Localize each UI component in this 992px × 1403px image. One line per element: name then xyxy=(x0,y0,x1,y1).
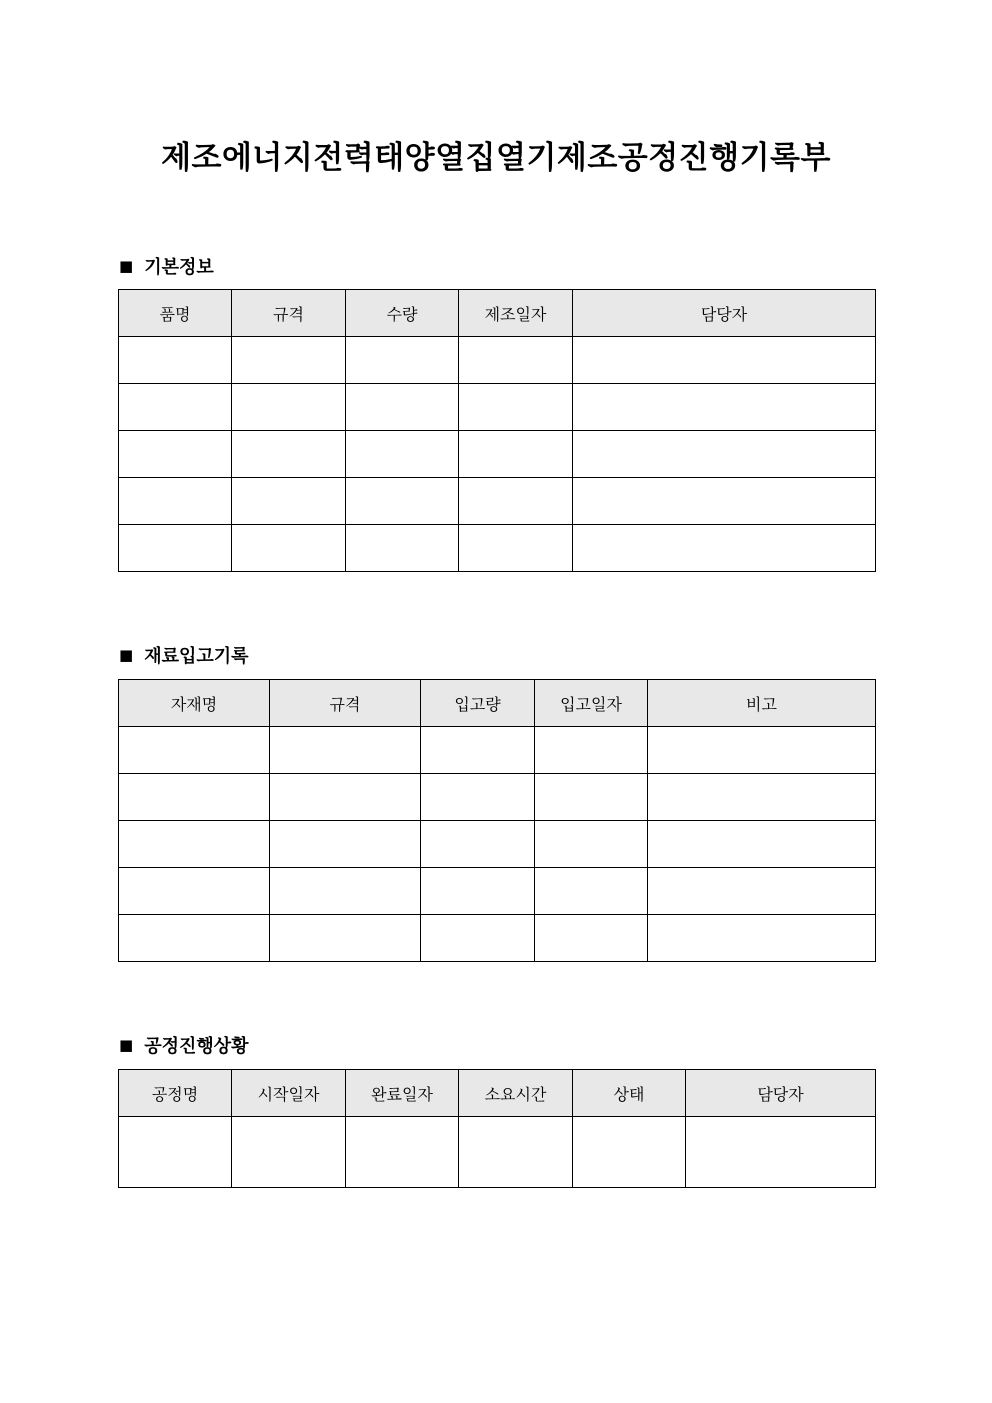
table-cell[interactable] xyxy=(421,915,535,962)
table-cell[interactable] xyxy=(648,774,876,821)
header-row xyxy=(119,680,876,727)
table-cell[interactable] xyxy=(573,431,876,478)
table-cell[interactable] xyxy=(119,774,270,821)
table-cell[interactable] xyxy=(270,774,421,821)
table-row xyxy=(119,915,876,962)
square-bullet-icon: ■ xyxy=(119,257,134,275)
table-cell[interactable] xyxy=(270,915,421,962)
table-cell[interactable] xyxy=(535,727,648,774)
square-bullet-icon: ■ xyxy=(119,1036,134,1054)
table-cell[interactable] xyxy=(232,478,346,525)
section-heading-label: 재료입고기록 xyxy=(144,646,249,667)
table-cell[interactable] xyxy=(535,821,648,868)
table-cell[interactable] xyxy=(346,478,459,525)
table-cell[interactable] xyxy=(119,525,232,572)
table-cell[interactable] xyxy=(119,868,270,915)
table-cell[interactable] xyxy=(686,1117,876,1188)
table-cell[interactable] xyxy=(232,1117,346,1188)
table-cell[interactable] xyxy=(648,727,876,774)
table-cell[interactable] xyxy=(119,337,232,384)
section-heading-material-receipt xyxy=(119,642,249,668)
table-cell[interactable] xyxy=(648,915,876,962)
table-cell[interactable] xyxy=(346,337,459,384)
table-cell[interactable] xyxy=(573,1117,686,1188)
table-row xyxy=(119,478,876,525)
table-cell[interactable] xyxy=(459,337,573,384)
table-cell[interactable] xyxy=(119,384,232,431)
column-header: 공정명 xyxy=(119,1070,232,1117)
column-header: 자재명 xyxy=(119,680,270,727)
document-title: 제조에너지전력태양열집열기제조공정진행기록부 xyxy=(161,140,831,176)
table-cell[interactable] xyxy=(459,1117,573,1188)
column-header: 완료일자 xyxy=(346,1070,459,1117)
column-header: 입고량 xyxy=(421,680,535,727)
table-cell[interactable] xyxy=(535,774,648,821)
column-header: 제조일자 xyxy=(459,290,573,337)
section-heading-label: 기본정보 xyxy=(144,257,214,278)
process-status-table xyxy=(118,1069,876,1188)
section-heading-label: 공정진행상황 xyxy=(144,1036,249,1057)
section-heading-basic-info xyxy=(119,253,214,279)
table-row xyxy=(119,525,876,572)
column-header: 입고일자 xyxy=(535,680,648,727)
basic-info-table xyxy=(118,289,876,572)
table-row xyxy=(119,868,876,915)
table-cell[interactable] xyxy=(232,431,346,478)
column-header: 소요시간 xyxy=(459,1070,573,1117)
table-cell[interactable] xyxy=(119,431,232,478)
column-header: 수량 xyxy=(346,290,459,337)
table-cell[interactable] xyxy=(535,915,648,962)
table-cell[interactable] xyxy=(119,915,270,962)
table-row xyxy=(119,1117,876,1188)
column-header: 담당자 xyxy=(573,290,876,337)
header-row xyxy=(119,290,876,337)
table-cell[interactable] xyxy=(459,478,573,525)
table-row xyxy=(119,774,876,821)
table-cell[interactable] xyxy=(459,384,573,431)
table-row xyxy=(119,727,876,774)
column-header: 규격 xyxy=(232,290,346,337)
table-cell[interactable] xyxy=(119,1117,232,1188)
column-header: 상태 xyxy=(573,1070,686,1117)
table-cell[interactable] xyxy=(232,384,346,431)
column-header: 비고 xyxy=(648,680,876,727)
column-header: 품명 xyxy=(119,290,232,337)
table-row xyxy=(119,821,876,868)
table-cell[interactable] xyxy=(421,821,535,868)
table-cell[interactable] xyxy=(421,868,535,915)
table-cell[interactable] xyxy=(346,384,459,431)
table-cell[interactable] xyxy=(459,431,573,478)
section-heading-process-status xyxy=(119,1032,249,1058)
square-bullet-icon: ■ xyxy=(119,646,134,664)
table-cell[interactable] xyxy=(535,868,648,915)
table-cell[interactable] xyxy=(119,727,270,774)
table-cell[interactable] xyxy=(119,478,232,525)
table-cell[interactable] xyxy=(459,525,573,572)
material-receipt-table xyxy=(118,679,876,962)
table-row xyxy=(119,384,876,431)
table-cell[interactable] xyxy=(573,384,876,431)
table-cell[interactable] xyxy=(270,727,421,774)
table-cell[interactable] xyxy=(421,727,535,774)
table-cell[interactable] xyxy=(270,821,421,868)
header-row xyxy=(119,1070,876,1117)
table-cell[interactable] xyxy=(573,337,876,384)
table-cell[interactable] xyxy=(648,821,876,868)
table-cell[interactable] xyxy=(573,478,876,525)
table-cell[interactable] xyxy=(270,868,421,915)
table-cell[interactable] xyxy=(119,821,270,868)
column-header: 시작일자 xyxy=(232,1070,346,1117)
table-row xyxy=(119,431,876,478)
table-cell[interactable] xyxy=(421,774,535,821)
column-header: 규격 xyxy=(270,680,421,727)
table-cell[interactable] xyxy=(232,337,346,384)
table-cell[interactable] xyxy=(648,868,876,915)
table-row xyxy=(119,337,876,384)
table-cell[interactable] xyxy=(232,525,346,572)
table-cell[interactable] xyxy=(346,431,459,478)
table-cell[interactable] xyxy=(573,525,876,572)
column-header: 담당자 xyxy=(686,1070,876,1117)
table-cell[interactable] xyxy=(346,1117,459,1188)
table-cell[interactable] xyxy=(346,525,459,572)
